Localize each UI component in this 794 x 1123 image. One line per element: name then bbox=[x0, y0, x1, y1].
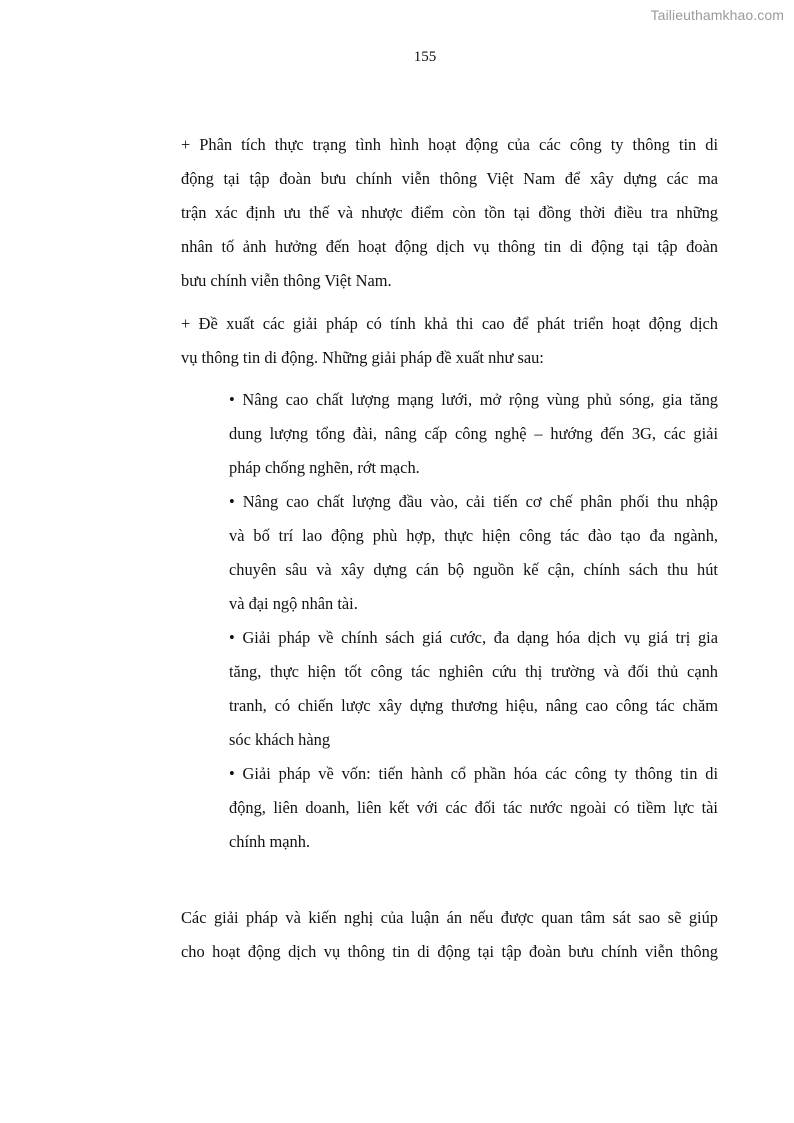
bullet-2-line: chuyên sâu và xây dựng cán bộ nguồn kế cận, chính sách thu hút bbox=[229, 560, 718, 579]
bullet-2-line: • Nâng cao chất lượng đầu vào, cải tiến cơ chế phân phối thu nhập bbox=[229, 492, 718, 511]
paragraph-3-line: Các giải pháp và kiến nghị của luận án nếu được quan tâm sát sao sẽ giúp bbox=[181, 908, 718, 927]
bullet-4-line: động, liên doanh, liên kết với các đối tác nước ngoài có tiềm lực tài bbox=[229, 798, 718, 817]
bullet-1-line: dung lượng tổng đài, nâng cấp công nghệ – hướng đến 3G, các giải bbox=[229, 424, 718, 443]
paragraph-1-line: trận xác định ưu thế và nhược điểm còn tồn tại đồng thời điều tra những bbox=[181, 203, 718, 222]
paragraph-1-line: nhân tố ảnh hưởng đến hoạt động dịch vụ thông tin di động tại tập đoàn bbox=[181, 237, 718, 256]
paragraph-3-line: cho hoạt động dịch vụ thông tin di động tại tập đoàn bưu chính viễn thông bbox=[181, 942, 718, 961]
bullet-4-line: • Giải pháp về vốn: tiến hành cổ phần hóa các công ty thông tin di bbox=[229, 764, 718, 783]
bullet-3-line: tranh, có chiến lược xây dựng thương hiệu, nâng cao công tác chăm bbox=[229, 696, 718, 715]
bullet-1-line: pháp chống nghẽn, rớt mạch. bbox=[229, 458, 420, 477]
bullet-3-line: • Giải pháp về chính sách giá cước, đa dạng hóa dịch vụ giá trị gia bbox=[229, 628, 718, 647]
paragraph-1-line: động tại tập đoàn bưu chính viễn thông Việt Nam để xây dựng các ma bbox=[181, 169, 718, 188]
watermark: Tailieuthamkhao.com bbox=[650, 7, 784, 23]
paragraph-2-line: vụ thông tin di động. Những giải pháp đề xuất như sau: bbox=[181, 348, 544, 367]
paragraph-1-line: bưu chính viễn thông Việt Nam. bbox=[181, 271, 392, 290]
paragraph-1-line: + Phân tích thực trạng tình hình hoạt động của các công ty thông tin di bbox=[181, 135, 718, 154]
paragraph-2-line: + Đề xuất các giải pháp có tính khả thi cao để phát triển hoạt động dịch bbox=[181, 314, 718, 333]
bullet-3-line: tăng, thực hiện tốt công tác nghiên cứu thị trường và đối thủ cạnh bbox=[229, 662, 718, 681]
bullet-3-line: sóc khách hàng bbox=[229, 730, 331, 749]
bullet-4-line: chính mạnh. bbox=[229, 832, 311, 851]
page-number: 155 bbox=[413, 49, 437, 65]
bullet-2-line: và bố trí lao động phù hợp, thực hiện công tác đào tạo đa ngành, bbox=[229, 526, 718, 545]
bullet-2-line: và đại ngộ nhân tài. bbox=[229, 594, 358, 613]
bullet-1-line: • Nâng cao chất lượng mạng lưới, mở rộng vùng phủ sóng, gia tăng bbox=[229, 390, 718, 409]
